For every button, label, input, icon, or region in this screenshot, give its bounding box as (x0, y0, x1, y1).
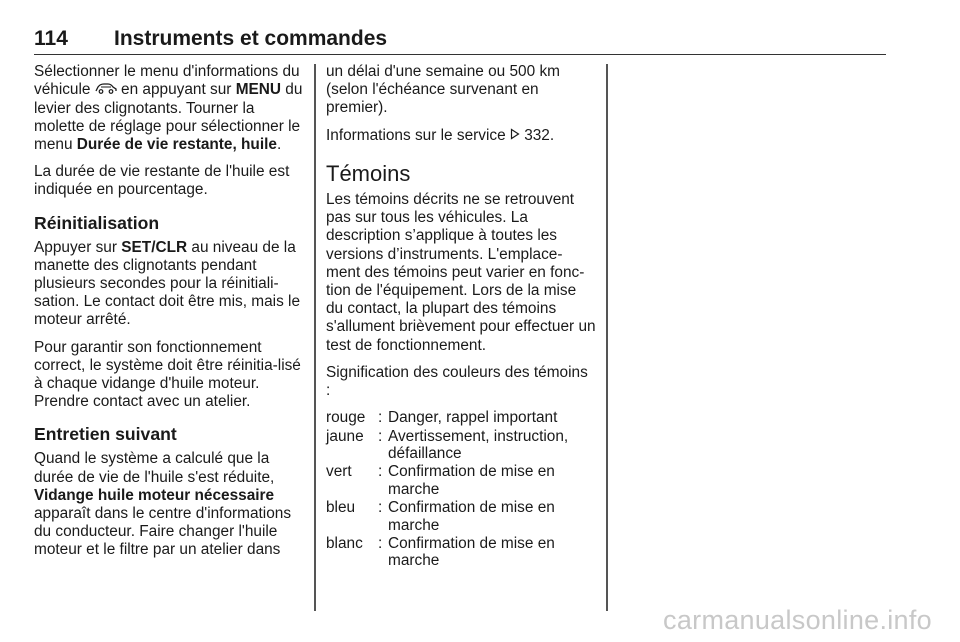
page-header (34, 26, 886, 55)
left-column (34, 63, 306, 569)
section-heading: Entretien suivant (34, 424, 177, 445)
column-divider (606, 64, 608, 611)
paragraph: Sélectionner le menu d'informations du véhicule en appuyant sur MENU du levier des clignotants. Tourner la molette de réglage pour sélectionner le menu Durée de vie restante, huile. (34, 63, 303, 153)
paragraph: Les témoins décrits ne se retrouvent pas sur tous les véhicules. La description s’applique à toutes les versions d’instruments. L'emplace-ment des témoins peut varier en fonc-tion de l'équipement. Lors de la mise du contact, la plupart des témoins s'allument brièvement pour effectuer un test de fonctionnement. (326, 190, 596, 354)
paragraph: Appuyer sur SET/CLR au niveau de la manette des clignotants pendant plusieurs secondes pour la réinitiali-sation. Le contact doit être mis, mais le moteur arrêté. (34, 238, 301, 329)
middle-column (326, 63, 596, 571)
page-reference[interactable]: 332. (524, 126, 555, 144)
paragraph: Informations sur le service 332. (326, 126, 555, 144)
table-row: jaune : Avertissement, instruction, défaillance (326, 427, 569, 463)
paragraph: Pour garantir son fonctionnement correct, le système doit être réinitia-lisé à chaque vidange d'huile moteur. Prendre contact avec un atelier. (34, 338, 301, 411)
page-number: 114 (34, 27, 68, 50)
car-icon (95, 81, 117, 99)
table-row: blanc : Confirmation de mise en marche (326, 535, 555, 570)
triangle-arrow-icon (510, 127, 520, 145)
table-row: rouge : Danger, rappel important (326, 409, 558, 427)
column-divider (314, 64, 316, 611)
section-title: Témoins (326, 160, 411, 186)
page-title: Instruments et commandes (114, 27, 388, 50)
paragraph: La durée de vie restante de l'huile est indiquée en pourcentage. (34, 163, 290, 199)
paragraph: un délai d'une semaine ou 500 km (selon l'échéance survenant en premier). (326, 63, 560, 117)
paragraph: Signification des couleurs des témoins : (326, 363, 588, 400)
color-meaning-table (326, 409, 596, 571)
section-heading: Réinitialisation (34, 212, 160, 233)
watermark: carmanualsonline.info (663, 605, 932, 635)
table-row: bleu : Confirmation de mise en marche (326, 499, 555, 534)
table-row: vert : Confirmation de mise en marche (326, 463, 555, 498)
paragraph: Quand le système a calculé que la durée de vie de l'huile s'est réduite, Vidange huile moteur nécessaire apparaît dans le centre d'informations du conducteur. Faire changer l'huile moteur et le filtre par un atelier dans (34, 450, 292, 559)
